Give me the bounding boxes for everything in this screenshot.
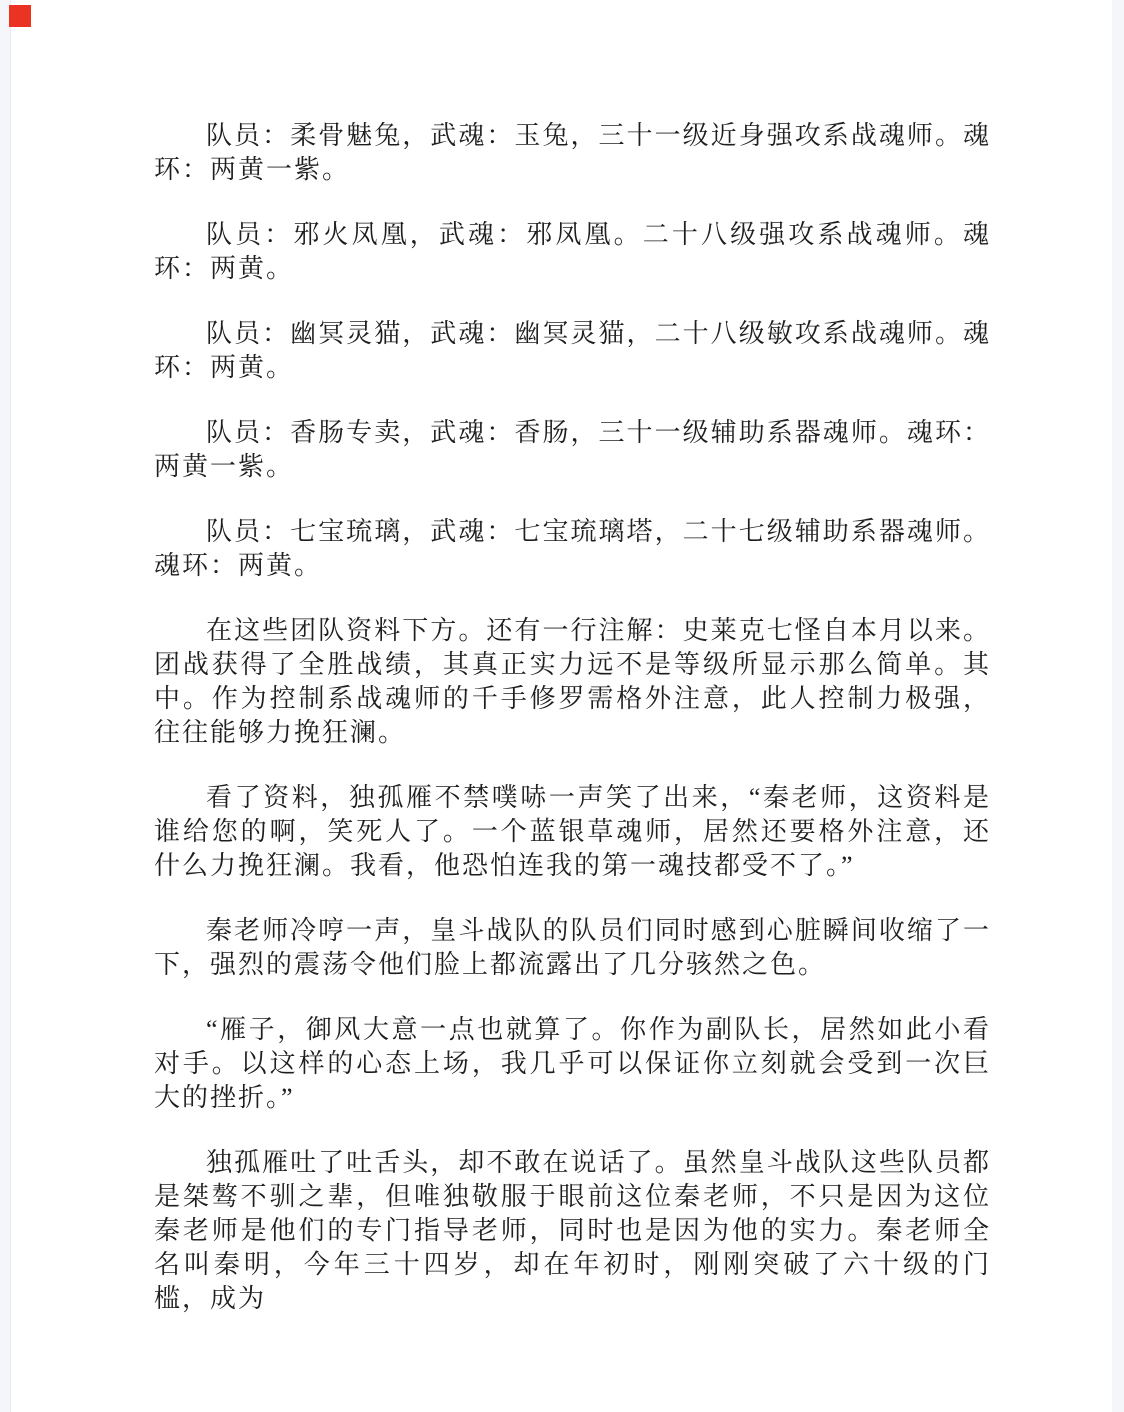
paragraph: “雁子，御风大意一点也就算了。你作为副队长，居然如此小看对手。以这样的心态上场，我几乎可以保证你立刻就会受到一次巨大的挫折。” <box>154 1015 991 1112</box>
paragraph: 秦老师冷哼一声，皇斗战队的队员们同时感到心脏瞬间收缩了一下，强烈的震荡令他们脸上都流露出了几分骇然之色。 <box>154 916 991 979</box>
page-gutter-left <box>0 0 11 1412</box>
paragraph: 看了资料，独孤雁不禁噗哧一声笑了出来，“秦老师，这资料是谁给您的啊，笑死人了。一个蓝银草魂师，居然还要格外注意，还什么力挽狂澜。我看，他恐怕连我的第一魂技都受不了。” <box>154 783 991 880</box>
book-page <box>11 0 1112 1412</box>
paragraph: 队员：香肠专卖，武魂：香肠，三十一级辅助系器魂师。魂环：两黄一紫。 <box>154 418 991 481</box>
page-gutter-right <box>1111 0 1124 1412</box>
paragraph: 队员：柔骨魅兔，武魂：玉兔，三十一级近身强攻系战魂师。魂环：两黄一紫。 <box>154 121 991 184</box>
paragraph: 队员：幽冥灵猫，武魂：幽冥灵猫，二十八级敏攻系战魂师。魂环：两黄。 <box>154 319 991 382</box>
page-text-content <box>154 119 991 1347</box>
red-square-marker <box>9 5 31 27</box>
paragraph: 独孤雁吐了吐舌头，却不敢在说话了。虽然皇斗战队这些队员都是桀骜不驯之辈，但唯独敬服于眼前这位秦老师，不只是因为这位秦老师是他们的专门指导老师，同时也是因为他的实力。秦老师全名叫秦明，今年三十四岁，却在年初时，刚刚突破了六十级的门槛，成为 <box>154 1148 991 1313</box>
paragraph: 在这些团队资料下方。还有一行注解：史莱克七怪自本月以来。团战获得了全胜战绩，其真正实力远不是等级所显示那么简单。其中。作为控制系战魂师的千手修罗需格外注意，此人控制力极强，往往能够力挽狂澜。 <box>154 616 991 747</box>
paragraph: 队员：邪火凤凰，武魂：邪凤凰。二十八级强攻系战魂师。魂环：两黄。 <box>154 220 991 283</box>
paragraph: 队员：七宝琉璃，武魂：七宝琉璃塔，二十七级辅助系器魂师。魂环：两黄。 <box>154 517 991 580</box>
